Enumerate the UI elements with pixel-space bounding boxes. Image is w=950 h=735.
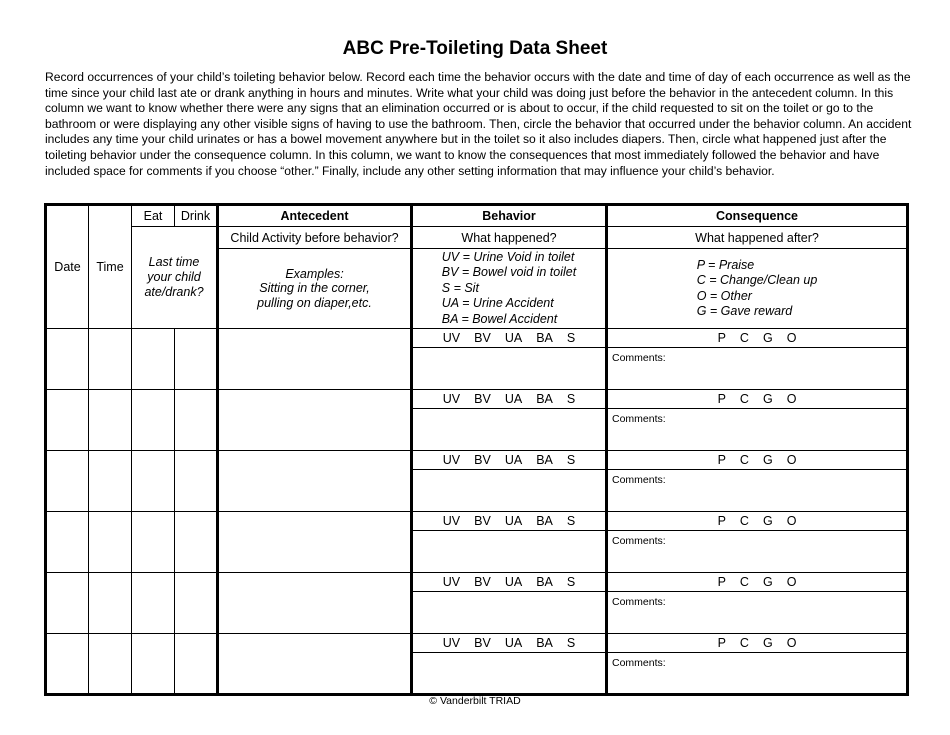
consequence-code-option[interactable]: P: [717, 575, 726, 589]
behavior-code-option[interactable]: S: [566, 636, 576, 650]
behavior-notes-cell[interactable]: [412, 653, 607, 695]
behavior-code-option[interactable]: S: [566, 514, 576, 528]
behavior-code-option[interactable]: BA: [536, 331, 553, 345]
consequence-code-option[interactable]: O: [786, 514, 797, 528]
consequence-code-option[interactable]: G: [762, 575, 773, 589]
behavior-code-option[interactable]: UV: [442, 636, 461, 650]
comments-cell[interactable]: [607, 348, 908, 390]
consequence-code-option[interactable]: G: [762, 514, 773, 528]
behavior-notes-cell[interactable]: [412, 531, 607, 573]
behavior-code-option[interactable]: S: [566, 392, 576, 406]
antecedent-examples: [218, 249, 412, 329]
abc-data-table: [44, 203, 909, 696]
consequence-codes: [607, 512, 908, 531]
behavior-legend-list: [442, 250, 576, 328]
behavior-header: Behavior: [412, 205, 607, 227]
comments-cell[interactable]: [607, 592, 908, 634]
time-cell[interactable]: [89, 329, 132, 390]
behavior-code-option[interactable]: UA: [504, 514, 523, 528]
comments-cell[interactable]: [607, 653, 908, 695]
behavior-code-option[interactable]: UA: [504, 636, 523, 650]
examples-text: Sitting in the corner, pulling on diaper,etc.: [257, 280, 372, 310]
entry-row: [46, 634, 908, 653]
entry-row: [46, 451, 908, 470]
comments-cell[interactable]: [607, 409, 908, 451]
eat-cell[interactable]: [132, 451, 175, 512]
consequence-question: What happened after?: [607, 227, 908, 249]
consequence-code-option[interactable]: G: [762, 331, 773, 345]
drink-header: Drink: [175, 205, 218, 227]
consequence-legend: [607, 249, 908, 329]
examples-label: Examples:: [285, 266, 344, 281]
eat-cell[interactable]: [132, 390, 175, 451]
antecedent-question: Child Activity before behavior?: [218, 227, 412, 249]
behavior-notes-cell[interactable]: [412, 470, 607, 512]
antecedent-cell[interactable]: [218, 451, 412, 512]
behavior-legend-item: S = Sit: [441, 280, 479, 295]
drink-cell[interactable]: [175, 451, 218, 512]
behavior-code-option[interactable]: BV: [474, 636, 491, 650]
time-cell[interactable]: [89, 634, 132, 695]
eat-cell[interactable]: [132, 573, 175, 634]
behavior-code-option[interactable]: UV: [442, 575, 461, 589]
entry-row: [46, 390, 908, 409]
consequence-legend-list: [697, 258, 818, 320]
behavior-legend-item: UV = Urine Void in toilet: [441, 249, 575, 264]
consequence-code-option[interactable]: O: [786, 575, 797, 589]
consequence-code-group: [608, 453, 906, 467]
comments-label: Comments:: [612, 352, 666, 364]
behavior-code-option[interactable]: BA: [536, 514, 553, 528]
drink-cell[interactable]: [175, 512, 218, 573]
behavior-code-option[interactable]: UA: [504, 392, 523, 406]
behavior-code-option[interactable]: UA: [504, 453, 523, 467]
consequence-code-group: [608, 392, 906, 406]
antecedent-cell[interactable]: [218, 329, 412, 390]
comments-label: Comments:: [612, 596, 666, 608]
behavior-code-option[interactable]: UA: [504, 331, 523, 345]
time-cell[interactable]: [89, 451, 132, 512]
consequence-legend-item: P = Praise: [696, 257, 755, 272]
entry-row: [46, 512, 908, 531]
consequence-code-option[interactable]: C: [739, 514, 749, 528]
consequence-code-option[interactable]: G: [762, 392, 773, 406]
drink-cell[interactable]: [175, 329, 218, 390]
drink-cell[interactable]: [175, 573, 218, 634]
behavior-code-option[interactable]: UV: [442, 514, 461, 528]
consequence-code-option[interactable]: P: [717, 636, 726, 650]
behavior-legend: [412, 249, 607, 329]
behavior-code-option[interactable]: BA: [536, 636, 553, 650]
date-cell[interactable]: [46, 573, 89, 634]
behavior-code-option[interactable]: S: [566, 575, 576, 589]
consequence-code-option[interactable]: O: [786, 392, 797, 406]
consequence-code-option[interactable]: P: [717, 392, 726, 406]
last-ate-drank-prompt: [132, 227, 218, 329]
consequence-code-group: [608, 636, 906, 650]
date-cell[interactable]: [46, 390, 89, 451]
behavior-notes-cell[interactable]: [412, 592, 607, 634]
behavior-codes: [412, 512, 607, 531]
comments-label: Comments:: [612, 474, 666, 486]
behavior-notes-cell[interactable]: [412, 409, 607, 451]
consequence-legend-item: O = Other: [696, 288, 752, 303]
behavior-codes: [412, 329, 607, 348]
date-cell[interactable]: [46, 451, 89, 512]
entry-row: [46, 329, 908, 348]
behavior-code-option[interactable]: S: [566, 453, 576, 467]
drink-cell[interactable]: [175, 390, 218, 451]
comments-label: Comments:: [612, 413, 666, 425]
time-cell[interactable]: [89, 573, 132, 634]
behavior-codes: [412, 573, 607, 592]
date-cell[interactable]: [46, 512, 89, 573]
comments-label: Comments:: [612, 657, 666, 669]
consequence-code-option[interactable]: P: [717, 453, 726, 467]
consequence-codes: [607, 451, 908, 470]
date-cell[interactable]: [46, 634, 89, 695]
consequence-code-group: [608, 575, 906, 589]
eat-cell[interactable]: [132, 329, 175, 390]
antecedent-cell[interactable]: [218, 573, 412, 634]
behavior-code-option[interactable]: BV: [474, 392, 491, 406]
entry-row: [46, 573, 908, 592]
eat-cell[interactable]: [132, 634, 175, 695]
consequence-codes: [607, 634, 908, 653]
behavior-legend-item: BA = Bowel Accident: [441, 311, 558, 326]
behavior-code-option[interactable]: S: [566, 331, 576, 345]
behavior-code-option[interactable]: BA: [536, 575, 553, 589]
behavior-codes: [412, 634, 607, 653]
instructions-paragraph: Record occurrences of your child’s toileting behavior below. Record each time the behavior occurs with the date and time of day of each occurrence as well as the time since your child last ate or drank anything in hours and minutes. Write what your child was doing just before the behavior in the antecedent column. In this column we want to know whether there were any signs that an elimination occurred or is about to occur, if the child requested to sit on the toilet or go to the bathroom or were displaying any other visible signs of having to use the bathroom. Then, circle the behavior that occurred under the behavior column. An accident includes any time your child urinates or has a bowel movement anywhere but in the toilet so it also includes diapers. Then, circle what happened just after the toileting behavior under the consequence column. In this column, we want to know the consequences that most immediately followed the behavior and have included space for comments if you choose “other.” Finally, include any other setting information that may influence your child’s behavior.: [45, 70, 912, 178]
comments-label: Comments:: [612, 535, 666, 547]
behavior-code-option[interactable]: BV: [474, 575, 491, 589]
behavior-question: What happened?: [412, 227, 607, 249]
behavior-code-option[interactable]: BA: [536, 453, 553, 467]
date-header: Date: [46, 205, 89, 329]
behavior-code-option[interactable]: UV: [442, 453, 461, 467]
consequence-code-group: [608, 331, 906, 345]
consequence-legend-item: C = Change/Clean up: [696, 273, 818, 287]
consequence-codes: [607, 329, 908, 348]
consequence-code-option[interactable]: C: [739, 453, 749, 467]
consequence-code-option[interactable]: P: [717, 514, 726, 528]
consequence-code-option[interactable]: G: [762, 636, 773, 650]
consequence-codes: [607, 390, 908, 409]
consequence-code-option[interactable]: P: [717, 331, 726, 345]
antecedent-cell[interactable]: [218, 512, 412, 573]
behavior-code-option[interactable]: BV: [474, 514, 491, 528]
page-title: ABC Pre-Toileting Data Sheet: [342, 38, 608, 59]
consequence-legend-item: G = Gave reward: [696, 304, 793, 318]
behavior-code-option[interactable]: UA: [504, 575, 523, 589]
drink-cell[interactable]: [175, 634, 218, 695]
comments-cell[interactable]: [607, 531, 908, 573]
comments-cell[interactable]: [607, 470, 908, 512]
antecedent-cell[interactable]: [218, 634, 412, 695]
behavior-code-option[interactable]: BA: [536, 392, 553, 406]
consequence-header: Consequence: [607, 205, 908, 227]
consequence-code-option[interactable]: C: [739, 636, 749, 650]
consequence-codes: [607, 573, 908, 592]
consequence-code-option[interactable]: C: [739, 331, 749, 345]
antecedent-cell[interactable]: [218, 390, 412, 451]
time-cell[interactable]: [89, 390, 132, 451]
consequence-code-option[interactable]: O: [786, 636, 797, 650]
consequence-code-option[interactable]: C: [739, 575, 749, 589]
time-header: Time: [89, 205, 132, 329]
behavior-codes: [412, 390, 607, 409]
behavior-legend-item: BV = Bowel void in toilet: [441, 265, 577, 280]
behavior-legend-item: UA = Urine Accident: [441, 296, 554, 311]
eat-header: Eat: [132, 205, 175, 227]
consequence-code-option[interactable]: O: [786, 453, 797, 467]
behavior-notes-cell[interactable]: [412, 348, 607, 390]
consequence-code-option[interactable]: C: [739, 392, 749, 406]
copyright-footer: © Vanderbilt TRIAD: [429, 695, 521, 707]
behavior-code-option[interactable]: UV: [442, 331, 461, 345]
eat-cell[interactable]: [132, 512, 175, 573]
behavior-codes: [412, 451, 607, 470]
behavior-code-option[interactable]: UV: [442, 392, 461, 406]
behavior-code-option[interactable]: BV: [474, 331, 491, 345]
consequence-code-option[interactable]: O: [786, 331, 797, 345]
antecedent-header: Antecedent: [218, 205, 412, 227]
behavior-code-option[interactable]: BV: [474, 453, 491, 467]
consequence-code-group: [608, 514, 906, 528]
date-cell[interactable]: [46, 329, 89, 390]
consequence-code-option[interactable]: G: [762, 453, 773, 467]
time-cell[interactable]: [89, 512, 132, 573]
last-ate-drank-text: Last time your child ate/drank?: [144, 255, 204, 299]
